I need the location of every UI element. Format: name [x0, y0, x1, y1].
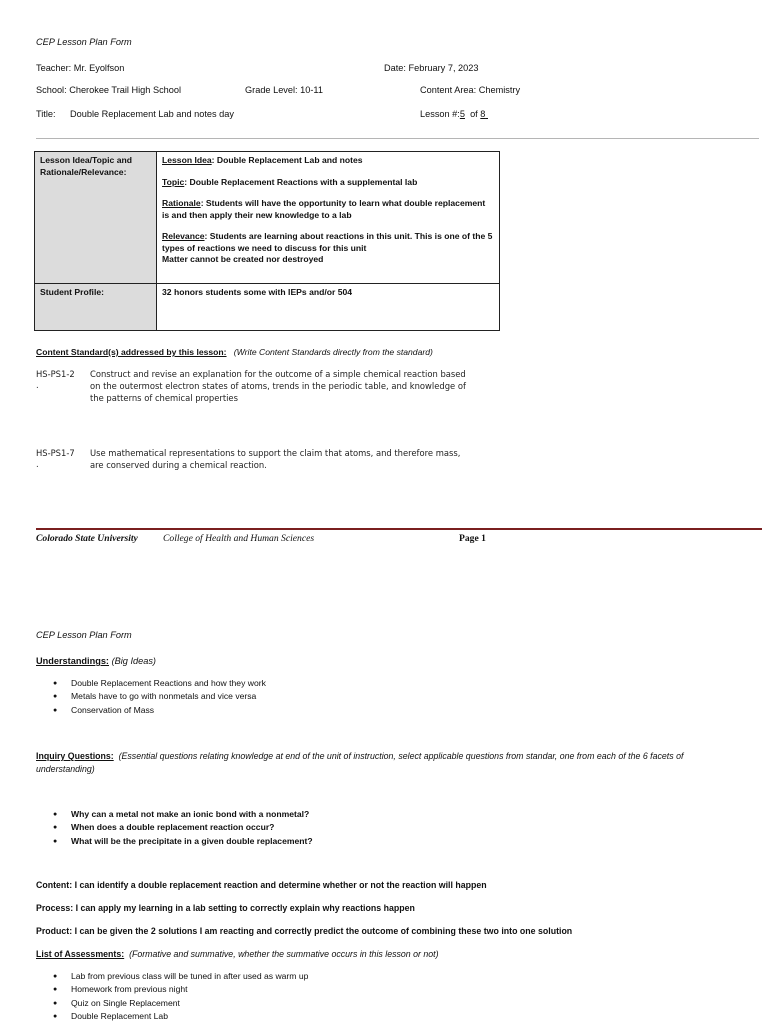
topic-text: : Double Replacement Reactions with a supplemental lab	[184, 176, 418, 187]
table-row	[35, 284, 500, 331]
standard-item	[36, 447, 476, 475]
content-objective: Content: I can identify a double replacement reaction and determine whether or not the reaction will happen	[36, 880, 487, 890]
topic-label: Topic	[162, 176, 185, 187]
title-value: Double Replacement Lab and notes day	[70, 109, 234, 119]
footer-rule	[36, 528, 762, 530]
inquiry-list	[36, 808, 736, 848]
footer-page-number: Page 1	[459, 533, 486, 544]
list-item: ● When does a double replacement reaction occur?	[36, 821, 736, 834]
lesson-table	[34, 151, 500, 331]
rationale-line	[162, 198, 494, 221]
list-item: ● Homework from previous night	[36, 983, 736, 996]
lesson-prefix: Lesson #:	[420, 109, 460, 119]
rationale-text: : Students will have the opportunity to learn what double replacement is and then apply their new knowledge to a lab	[162, 198, 486, 220]
standard-code: HS-PS1-7	[36, 448, 75, 458]
form-title-page2: CEP Lesson Plan Form	[36, 630, 132, 640]
understandings-list	[36, 677, 736, 717]
list-item: ● Double Replacement Reactions and how they work	[36, 677, 736, 690]
content-area-field: Content Area: Chemistry	[420, 85, 521, 95]
lesson-of: of	[464, 109, 481, 119]
assessments-note: (Formative and summative, whether the summative occurs in this lesson or not)	[129, 949, 439, 959]
date-field: Date: February 7, 2023	[384, 63, 479, 73]
relevance-text: : Students are learning about reactions in this unit. This is one of the 5 types of reactions we need to discuss for this unit	[162, 231, 493, 253]
lesson-idea-label: Lesson Idea/Topic and Rationale/Relevance:	[35, 152, 157, 284]
footer-college: College of Health and Human Sciences	[163, 533, 315, 544]
student-profile-value: 32 honors students some with IEPs and/or 504	[157, 284, 500, 331]
form-title: CEP Lesson Plan Form	[36, 37, 132, 47]
lesson-num: 5	[459, 109, 465, 119]
idea-text: : Double Replacement Lab and notes	[211, 155, 363, 165]
standard-item	[36, 368, 476, 408]
rationale-label: Rationale	[162, 198, 201, 208]
standard-code: HS-PS1-2	[36, 369, 75, 379]
standard-dot: .	[36, 459, 39, 469]
header-divider	[36, 138, 759, 139]
list-item: ● Double Replacement Lab	[36, 1010, 736, 1023]
teacher-field: Teacher: Mr. Eyolfson	[36, 63, 125, 73]
idea-line	[162, 155, 494, 167]
assessments-list	[36, 970, 736, 1023]
standard-dot: .	[36, 380, 39, 390]
understandings-heading	[36, 655, 156, 667]
table-row	[35, 152, 500, 284]
process-objective: Process: I can apply my learning in a lab setting to correctly explain why reactions happen	[36, 903, 415, 913]
lesson-number	[420, 108, 488, 120]
standards-heading-line	[36, 346, 433, 358]
title-label: Title:	[36, 109, 56, 119]
standards-heading: Content Standard(s) addressed by this lesson:	[36, 347, 227, 357]
footer-university: Colorado State University	[36, 533, 138, 544]
relevance-line	[162, 231, 494, 266]
assessments-heading	[36, 948, 439, 960]
inquiry-heading	[36, 750, 736, 776]
idea-label: Lesson Idea	[162, 155, 212, 165]
relevance-text-2: Matter cannot be created nor destroyed	[162, 254, 324, 264]
product-objective: Product: I can be given the 2 solutions I am reacting and correctly predict the outcome of combining these two into one solution	[36, 926, 573, 936]
relevance-label: Relevance	[162, 231, 205, 241]
school-field: School: Cherokee Trail High School	[36, 85, 182, 95]
list-item: ● What will be the precipitate in a given double replacement?	[36, 835, 736, 848]
list-item: ● Conservation of Mass	[36, 704, 736, 717]
standard-text: Use mathematical representations to support the claim that atoms, and therefore mass, are conserved during a chemical reaction.	[90, 448, 461, 470]
lesson-total-blank	[485, 109, 488, 119]
assessments-label: List of Assessments:	[36, 949, 125, 959]
inquiry-note: (Essential questions relating knowledge at end of the unit of instruction, select applicable questions from standar, one from each of the 6 facets of understanding)	[36, 751, 684, 774]
student-profile-label: Student Profile:	[35, 284, 157, 331]
understandings-note: (Big Ideas)	[111, 656, 156, 666]
understandings-label: Understandings:	[36, 656, 109, 666]
standards-note: (Write Content Standards directly from the standard)	[233, 347, 433, 357]
list-item: ● Why can a metal not make an ionic bond with a nonmetal?	[36, 808, 736, 821]
inquiry-label: Inquiry Questions:	[36, 751, 114, 761]
list-item: ● Metals have to go with nonmetals and vice versa	[36, 690, 736, 703]
standard-text: Construct and revise an explanation for the outcome of a simple chemical reaction based on the outermost electron states of atoms, trends in the periodic table, and knowledge of the patterns of chemical properties	[90, 369, 466, 403]
topic-line	[162, 177, 494, 189]
lesson-idea-cell	[157, 152, 500, 284]
list-item: ● Lab from previous class will be tuned in after used as warm up	[36, 970, 736, 983]
list-item: ● Quiz on Single Replacement	[36, 997, 736, 1010]
grade-field: Grade Level: 10-11	[245, 85, 323, 95]
lesson-total: 8	[480, 109, 486, 119]
